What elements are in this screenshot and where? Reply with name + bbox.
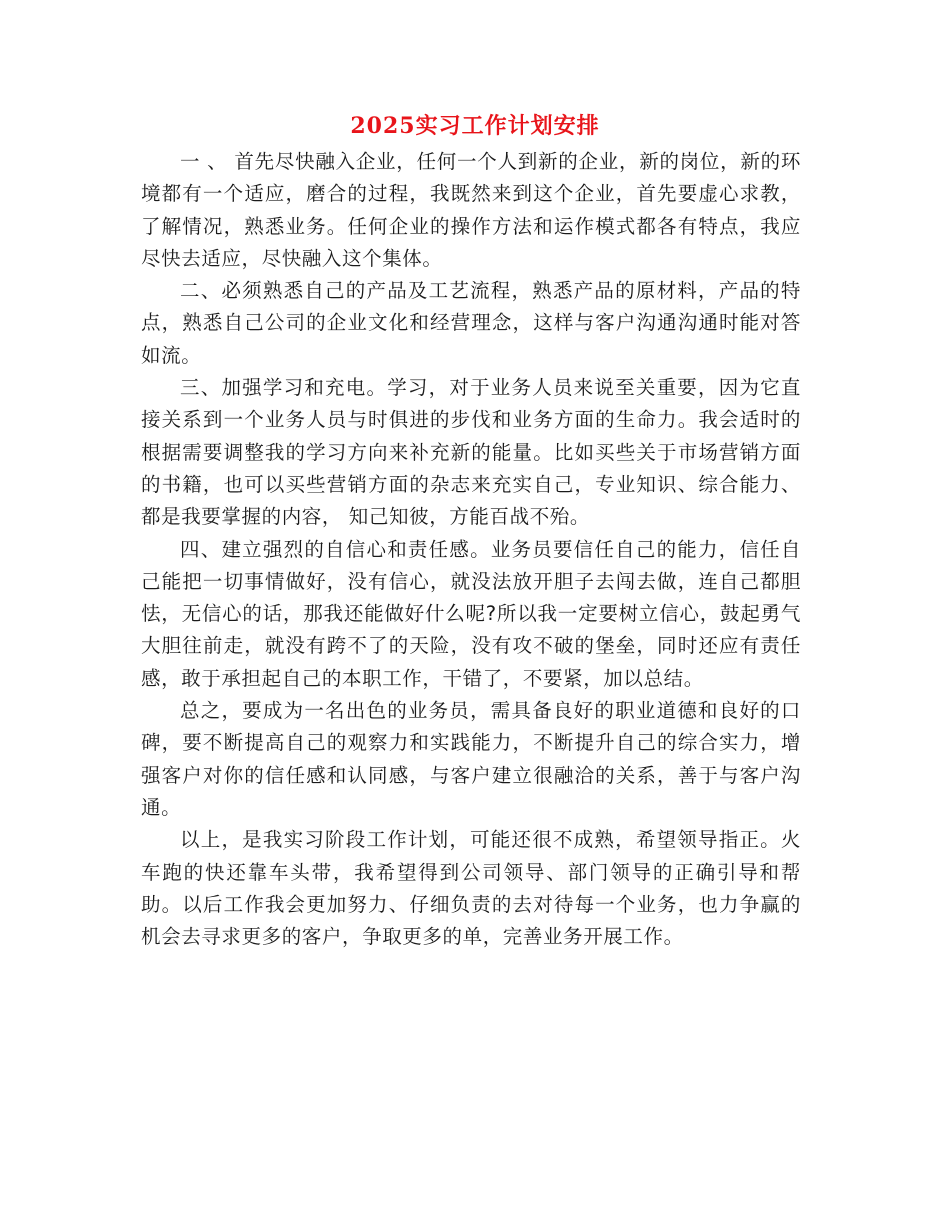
paragraph-4: 四、建立强烈的自信心和责任感。业务员要信任自己的能力，信任自己能把一切事情做好，没有信心，就没法放开胆子去闯去做，连自己都胆怯，无信心的话，那我还能做好什么呢?所以我一定要树立信心，鼓起勇气大胆往前走，就没有跨不了的天险，没有攻不破的堡垒，同时还应有责任感，敢于承担起自己的本职工作，干错了，不要紧，加以总结。 <box>141 537 801 690</box>
document-title: 2025实习工作计划安排 <box>350 113 600 139</box>
paragraph-5: 总之，要成为一名出色的业务员，需具备良好的职业道德和良好的口碑，要不断提高自己的观察力和实践能力，不断提升自己的综合实力，增强客户对你的信任感和认同感，与客户建立很融洽的关系，善于与客户沟通。 <box>141 699 801 819</box>
document-body <box>141 146 801 953</box>
paragraph-2: 二、必须熟悉自己的产品及工艺流程，熟悉产品的原材料，产品的特点，熟悉自己公司的企业文化和经营理念，这样与客户沟通沟通时能对答如流。 <box>141 279 801 367</box>
paragraph-6: 以上，是我实习阶段工作计划，可能还很不成熟，希望领导指正。火车跑的快还靠车头带，我希望得到公司领导、部门领导的正确引导和帮助。以后工作我会更加努力、仔细负责的去对待每一个业务，也力争赢的机会去寻求更多的客户，争取更多的单，完善业务开展工作。 <box>141 828 801 949</box>
paragraph-1: 一 、 首先尽快融入企业，任何一个人到新的企业，新的岗位，新的环境都有一个适应，磨合的过程，我既然来到这个企业，首先要虚心求教，了解情况，熟悉业务。任何企业的操作方法和运作模式都各有特点，我应尽快去适应，尽快融入这个集体。 <box>141 150 801 270</box>
paragraph-3: 三、加强学习和充电。学习，对于业务人员来说至关重要，因为它直接关系到一个业务人员与时俱进的步伐和业务方面的生命力。我会适时的根据需要调整我的学习方向来补充新的能量。比如买些关于市场营销方面的书籍，也可以买些营销方面的杂志来充实自己，专业知识、综合能力、都是我要掌握的内容， 知己知彼，方能百战不殆。 <box>141 376 801 529</box>
